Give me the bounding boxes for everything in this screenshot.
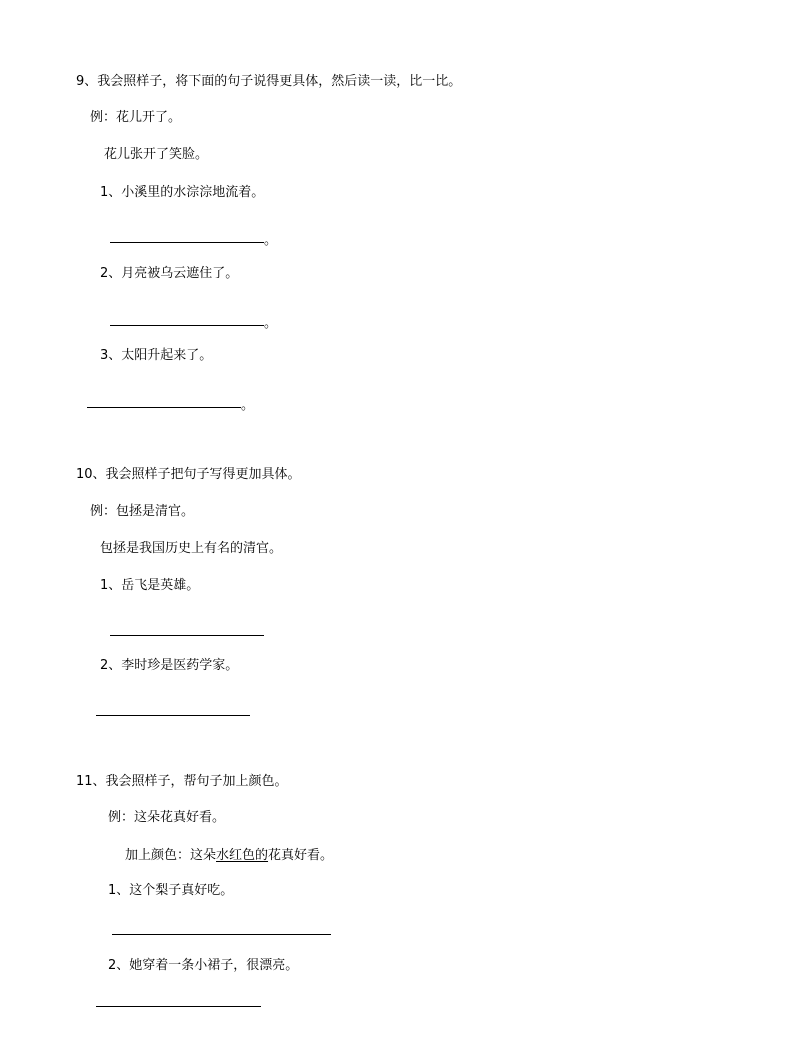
- q9-item-3: 3、太阳升起来了。: [100, 348, 213, 363]
- q10-item-2: 2、李时珍是医药学家。: [100, 658, 239, 673]
- q11-answer-line-1[interactable]: [112, 934, 331, 935]
- q10-title: 10、我会照样子把句子写得更加具体。: [76, 467, 301, 482]
- q11-example-answer-suffix: 花真好看。: [268, 848, 334, 863]
- q9-end-mark-1: 。: [264, 233, 278, 248]
- q9-item-2: 2、月亮被乌云遮住了。: [100, 266, 239, 281]
- q10-example-answer: 包拯是我国历史上有名的清官。: [100, 541, 283, 556]
- q10-answer-line-1[interactable]: [110, 635, 264, 636]
- q11-example-answer-underlined: 水红色的: [216, 848, 269, 863]
- q9-end-mark-2: 。: [264, 316, 278, 331]
- q10-item-1: 1、岳飞是英雄。: [100, 578, 200, 593]
- q11-example-answer-prefix: 加上颜色：这朵: [125, 848, 217, 863]
- q9-example-answer: 花儿张开了笑脸。: [104, 147, 209, 162]
- q11-item-1: 1、这个梨子真好吃。: [108, 883, 234, 898]
- q11-example-answer: [125, 848, 333, 864]
- q11-example-label: 例：这朵花真好看。: [108, 810, 226, 825]
- q9-answer-line-2[interactable]: [110, 325, 264, 326]
- q10-answer-line-2[interactable]: [96, 715, 250, 716]
- q11-item-2: 2、她穿着一条小裙子，很漂亮。: [108, 958, 299, 973]
- q11-title: 11、我会照样子，帮句子加上颜色。: [76, 774, 288, 789]
- q9-end-mark-3: 。: [241, 398, 255, 413]
- q9-item-1: 1、小溪里的水淙淙地流着。: [100, 185, 265, 200]
- q10-example-label: 例：包拯是清官。: [90, 504, 195, 519]
- q9-answer-line-3[interactable]: [87, 407, 241, 408]
- q9-title: 9、我会照样子，将下面的句子说得更具体，然后读一读，比一比。: [76, 74, 462, 89]
- q9-example-label: 例：花儿开了。: [90, 110, 182, 125]
- q9-answer-line-1[interactable]: [110, 242, 264, 243]
- q11-answer-line-2[interactable]: [96, 1006, 261, 1007]
